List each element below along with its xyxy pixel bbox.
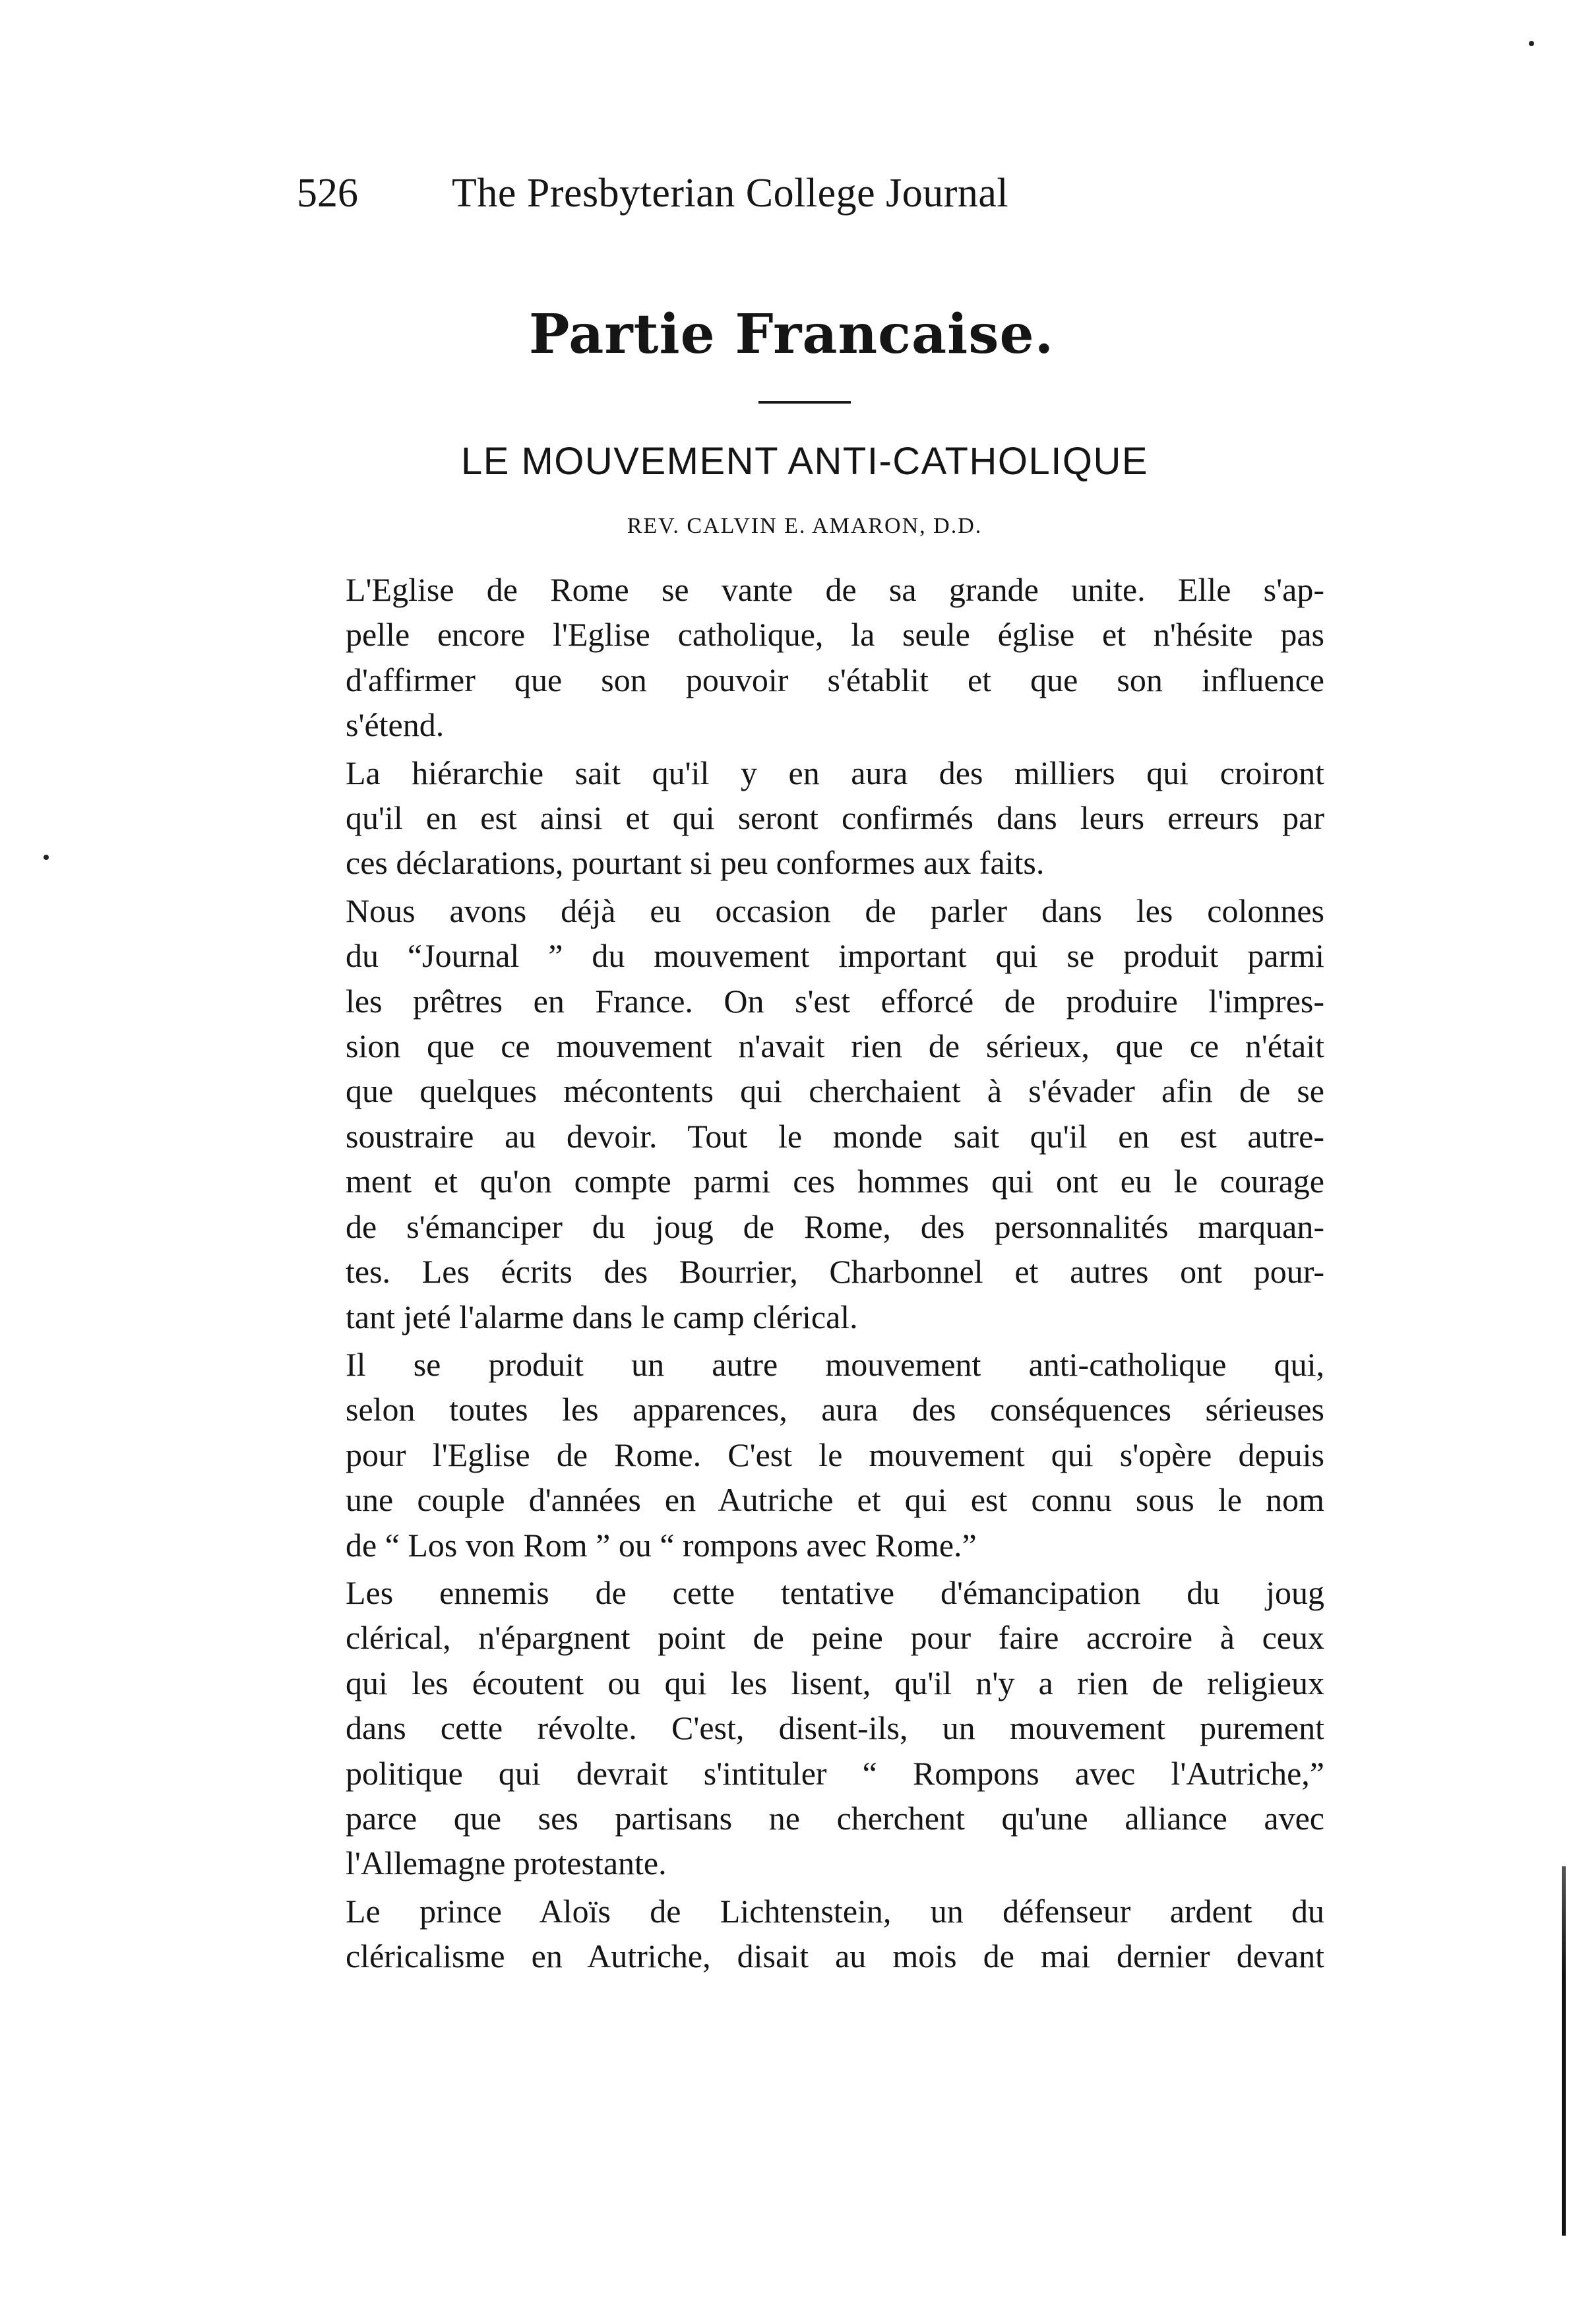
text-line: du “Journal ” du mouvement important qui se produit parmi [346,937,1324,975]
paragraph [309,1889,1324,1979]
journal-title: The Presbyterian College Journal [452,171,1009,216]
text-line: qu'il en est ainsi et qui seront confirmés dans leurs erreurs par [346,799,1324,837]
section-title: Partie Francaise. [528,303,1055,366]
article-title: LE MOUVEMENT ANTI-CATHOLIQUE [460,440,1149,483]
text-line: que quelques mécontents qui cherchaient à s'évader afin de se [346,1072,1324,1110]
paragraph [309,888,1324,1339]
text-line: tant jeté l'alarme dans le camp clérical. [346,1298,858,1335]
margin-dot [44,855,49,860]
text-line: sion que ce mouvement n'avait rien de sérieux, que ce n'était [346,1027,1324,1065]
text-line: cléricalisme en Autriche, disait au mois de mai dernier devant [346,1938,1324,1975]
text-line: ces déclarations, pourtant si peu conformes aux faits. [346,844,1045,882]
text-line: La hiérarchie sait qu'il y en aura des milliers qui croiront [346,754,1324,791]
page-binding-edge [1562,1866,1566,2236]
text-line: politique qui devrait s'intituler “ Rompons avec l'Autriche,” [346,1754,1324,1792]
text-line: dans cette révolte. C'est, disent-ils, un mouvement purement [346,1709,1324,1747]
text-line: clérical, n'épargnent point de peine pour faire accroire à ceux [346,1619,1324,1657]
text-line: pour l'Eglise de Rome. C'est le mouvement qui s'opère depuis [346,1436,1324,1473]
text-line: Il se produit un autre mouvement anti-catholique qui, [346,1345,1324,1383]
text-line: soustraire au devoir. Tout le monde sait qu'il en est autre- [346,1117,1324,1155]
running-head [297,164,1220,223]
text-line: s'étend. [346,706,445,744]
text-line: parce que ses partisans ne cherchent qu'une alliance avec [346,1799,1324,1837]
paragraph [309,750,1324,886]
text-line: tes. Les écrits des Bourrier, Charbonnel et autres ont pour- [346,1253,1324,1291]
text-line: pelle encore l'Eglise catholique, la seule église et n'hésite pas [346,616,1324,654]
text-line: Nous avons déjà eu occasion de parler dans les colonnes [346,892,1324,929]
paragraph [309,1570,1324,1886]
page-number: 526 [297,171,358,216]
text-line: d'affirmer que son pouvoir s'établit et que son influence [346,661,1324,698]
text-line: de “ Los von Rom ” ou “ rompons avec Rome.” [346,1526,977,1564]
article-body [309,567,1324,1979]
article-byline: REV. CALVIN E. AMARON, D.D. [627,514,983,538]
paragraph [309,567,1324,748]
text-line: ment et qu'on compte parmi ces hommes qui ont eu le courage [346,1163,1324,1200]
text-line: Les ennemis de cette tentative d'émancipation du joug [346,1574,1324,1611]
text-line: selon toutes les apparences, aura des conséquences sérieuses [346,1391,1324,1428]
text-line: les prêtres en France. On s'est efforcé de produire l'impres- [346,982,1324,1020]
text-line: qui les écoutent ou qui les lisent, qu'il n'y a rien de religieux [346,1664,1324,1701]
paragraph [309,1342,1324,1568]
text-line: L'Eglise de Rome se vante de sa grande unite. Elle s'ap- [346,571,1324,608]
text-line: Le prince Aloïs de Lichtenstein, un défenseur ardent du [346,1892,1324,1930]
text-line: de s'émanciper du joug de Rome, des personnalités marquan- [346,1208,1324,1245]
margin-dot [1529,41,1534,46]
text-line: l'Allemagne protestante. [346,1845,667,1882]
text-line: une couple d'années en Autriche et qui est connu sous le nom [346,1481,1324,1519]
title-divider [758,401,851,404]
